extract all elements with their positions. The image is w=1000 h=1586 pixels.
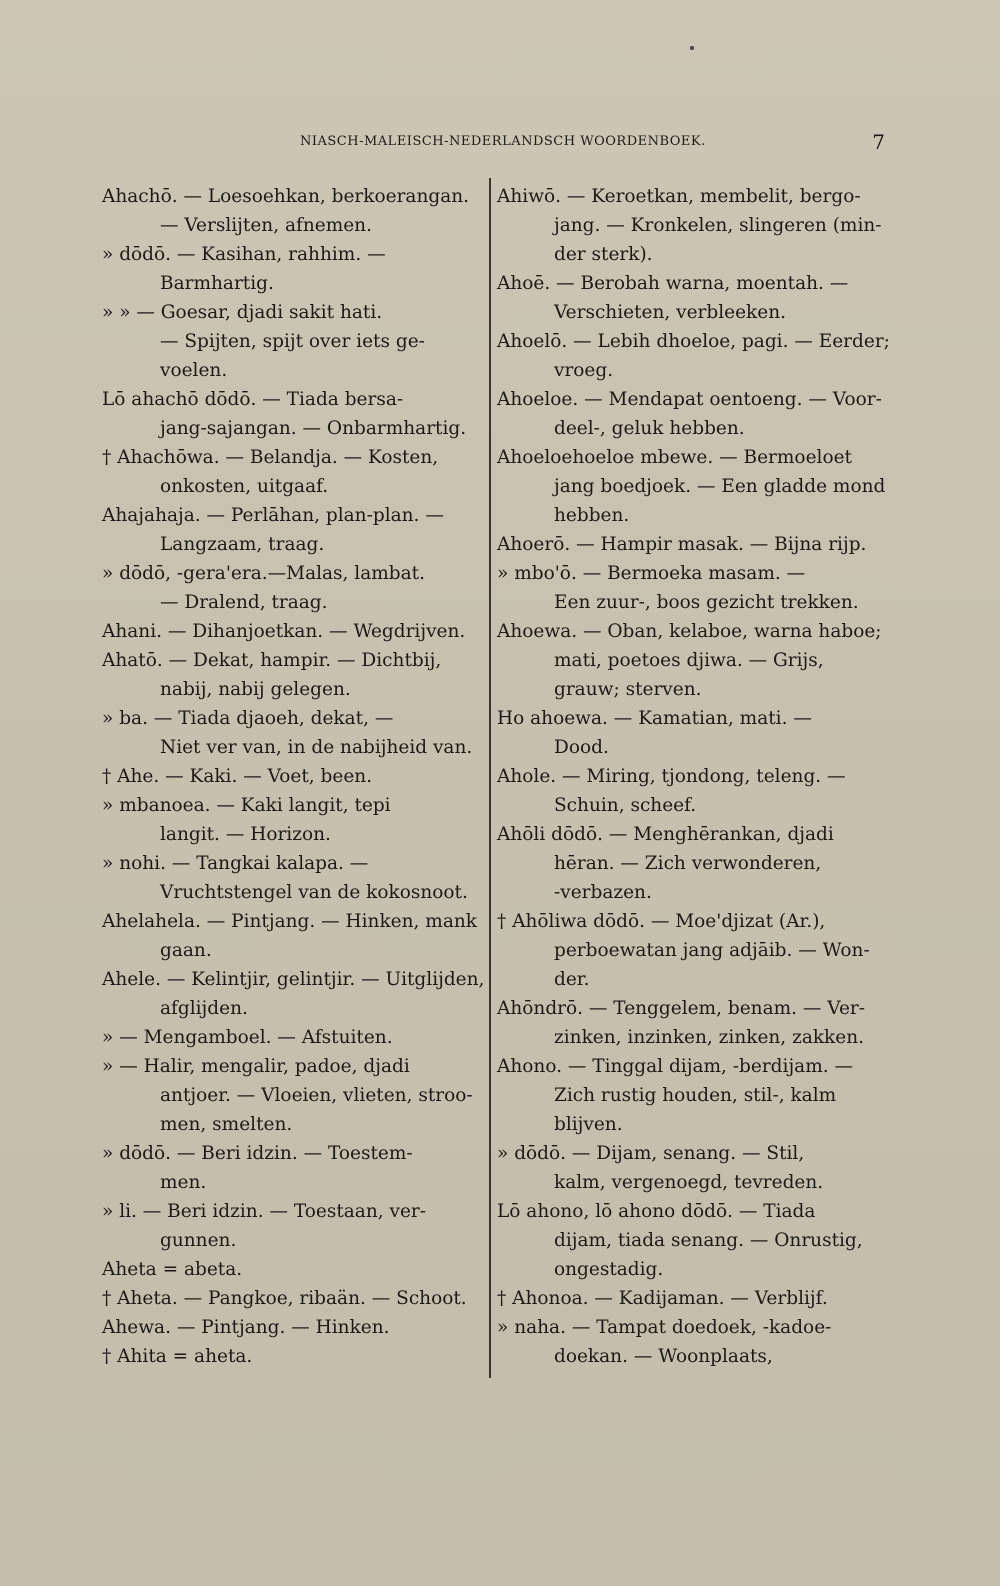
entry-line: der. <box>554 969 590 990</box>
entry-line: Aheta = abeta. <box>102 1259 243 1280</box>
paper-speck <box>690 46 694 50</box>
entry-line: blijven. <box>554 1114 623 1135</box>
entry-line: — Dralend, traag. <box>160 592 328 613</box>
entry-line: jang boedjoek. — Een gladde mond <box>554 476 886 497</box>
entry-line: † Ahe. — Kaki. — Voet, been. <box>102 766 373 787</box>
entry-line: Langzaam, traag. <box>160 534 325 555</box>
entry-line: Zich rustig houden, stil-, kalm <box>554 1085 837 1106</box>
entry-line: Ahono. — Tinggal dijam, -berdijam. — <box>497 1056 854 1077</box>
entry-line: † Aheta. — Pangkoe, ribaän. — Schoot. <box>102 1288 467 1309</box>
running-title: NIASCH-MALEISCH-NEDERLANDSCH WOORDENBOEK. <box>300 134 706 149</box>
entry-line: Dood. <box>554 737 609 758</box>
entry-line: Ahoewa. — Oban, kelaboe, warna haboe; <box>497 621 882 642</box>
entry-line: Lō ahachō dōdō. — Tiada bersa- <box>102 389 404 410</box>
entry-line: langit. — Horizon. <box>160 824 331 845</box>
entry-line: Schuin, scheef. <box>554 795 697 816</box>
entry-line: grauw; sterven. <box>554 679 702 700</box>
entry-line: Ahoelō. — Lebih dhoeloe, pagi. — Eerder; <box>497 331 890 352</box>
entry-line: Een zuur-, boos gezicht trekken. <box>554 592 859 613</box>
entry-line: onkosten, uitgaaf. <box>160 476 329 497</box>
entry-line: Vruchtstengel van de kokosnoot. <box>160 882 468 903</box>
entry-line: — Spijten, spijt over iets ge- <box>160 331 425 352</box>
entry-line: afglijden. <box>160 998 248 1019</box>
entry-line: Ahoē. — Berobah warna, moentah. — <box>497 273 849 294</box>
entry-line: » dōdō. — Dijam, senang. — Stil, <box>497 1143 805 1164</box>
entry-line: nabij, nabij gelegen. <box>160 679 351 700</box>
entry-line: » — Mengamboel. — Afstuiten. <box>102 1027 393 1048</box>
entry-line: jang-sajangan. — Onbarmhartig. <box>160 418 467 439</box>
entry-line: Ahōli dōdō. — Menghērankan, djadi <box>497 824 834 845</box>
entry-line: Ahole. — Miring, tjondong, teleng. — <box>497 766 846 787</box>
entry-line: Ahele. — Kelintjir, gelintjir. — Uitglijden, <box>102 969 485 990</box>
entry-line: Ahelahela. — Pintjang. — Hinken, mank <box>102 911 477 932</box>
entry-line: Ahewa. — Pintjang. — Hinken. <box>102 1317 390 1338</box>
entry-line: -verbazen. <box>554 882 652 903</box>
entry-line: Barmhartig. <box>160 273 274 294</box>
entry-line: † Ahita = aheta. <box>102 1346 253 1367</box>
page-header <box>100 130 885 156</box>
entry-line: » ba. — Tiada djaoeh, dekat, — <box>102 708 394 729</box>
entry-line: kalm, vergenoegd, tevreden. <box>554 1172 824 1193</box>
entry-line: men, smelten. <box>160 1114 293 1135</box>
entry-line: Ahajahaja. — Perlāhan, plan-plan. — <box>102 505 444 526</box>
entry-line: antjoer. — Vloeien, vlieten, stroo- <box>160 1085 473 1106</box>
entry-line: † Ahonoa. — Kadijaman. — Verblijf. <box>497 1288 828 1309</box>
entry-line: vroeg. <box>554 360 614 381</box>
entry-line: Ahatō. — Dekat, hampir. — Dichtbij, <box>102 650 442 671</box>
entry-line: Ahoerō. — Hampir masak. — Bijna rijp. <box>497 534 867 555</box>
entry-line: Ahoeloehoeloe mbewe. — Bermoeloet <box>497 447 852 468</box>
right-column <box>497 182 890 1371</box>
left-column <box>102 182 487 1371</box>
entry-line: Ahachō. — Loesoehkan, berkoerangan. <box>102 186 470 207</box>
entry-line: doekan. — Woonplaats, <box>554 1346 773 1367</box>
entry-line: zinken, inzinken, zinken, zakken. <box>554 1027 865 1048</box>
entry-line: voelen. <box>160 360 228 381</box>
entry-line: jang. — Kronkelen, slingeren (min- <box>554 215 882 236</box>
entry-line: † Ahachōwa. — Belandja. — Kosten, <box>102 447 439 468</box>
page-number: 7 <box>872 130 885 154</box>
entry-line: der sterk). <box>554 244 653 265</box>
entry-line: » dōdō. — Kasihan, rahhim. — <box>102 244 386 265</box>
entry-line: » dōdō, -gera'era.—Malas, lambat. <box>102 563 425 584</box>
entry-line: — Verslijten, afnemen. <box>160 215 372 236</box>
entry-line: men. <box>160 1172 207 1193</box>
entry-line: » naha. — Tampat doedoek, -kadoe- <box>497 1317 832 1338</box>
entry-line: » — Halir, mengalir, padoe, djadi <box>102 1056 410 1077</box>
entry-line: deel-, geluk hebben. <box>554 418 745 439</box>
entry-line: hebben. <box>554 505 630 526</box>
entry-line: hēran. — Zich verwonderen, <box>554 853 822 874</box>
entry-line: » mbanoea. — Kaki langit, tepi <box>102 795 391 816</box>
entry-line: ongestadig. <box>554 1259 664 1280</box>
entry-line: » dōdō. — Beri idzin. — Toestem- <box>102 1143 413 1164</box>
entry-line: Ahōndrō. — Tenggelem, benam. — Ver- <box>497 998 865 1019</box>
entry-line: Ahiwō. — Keroetkan, membelit, bergo- <box>497 186 861 207</box>
entry-line: Niet ver van, in de nabijheid van. <box>160 737 473 758</box>
entry-line: » » — Goesar, djadi sakit hati. <box>102 302 383 323</box>
entry-line: gunnen. <box>160 1230 237 1251</box>
entry-line: Ahoeloe. — Mendapat oentoeng. — Voor- <box>497 389 882 410</box>
entry-line: Verschieten, verbleeken. <box>554 302 786 323</box>
entry-line: Ho ahoewa. — Kamatian, mati. — <box>497 708 812 729</box>
entry-line: » nohi. — Tangkai kalapa. — <box>102 853 369 874</box>
entry-line: gaan. <box>160 940 212 961</box>
entry-line: » mbo'ō. — Bermoeka masam. — <box>497 563 806 584</box>
entry-line: » li. — Beri idzin. — Toestaan, ver- <box>102 1201 426 1222</box>
entry-line: † Ahōliwa dōdō. — Moe'djizat (Ar.), <box>497 911 826 932</box>
entry-line: mati, poetoes djiwa. — Grijs, <box>554 650 824 671</box>
column-divider <box>489 178 491 1378</box>
entry-line: dijam, tiada senang. — Onrustig, <box>554 1230 863 1251</box>
entry-line: perboewatan jang adjāib. — Won- <box>554 940 870 961</box>
entry-line: Ahani. — Dihanjoetkan. — Wegdrijven. <box>102 621 466 642</box>
entry-line: Lō ahono, lō ahono dōdō. — Tiada <box>497 1201 816 1222</box>
